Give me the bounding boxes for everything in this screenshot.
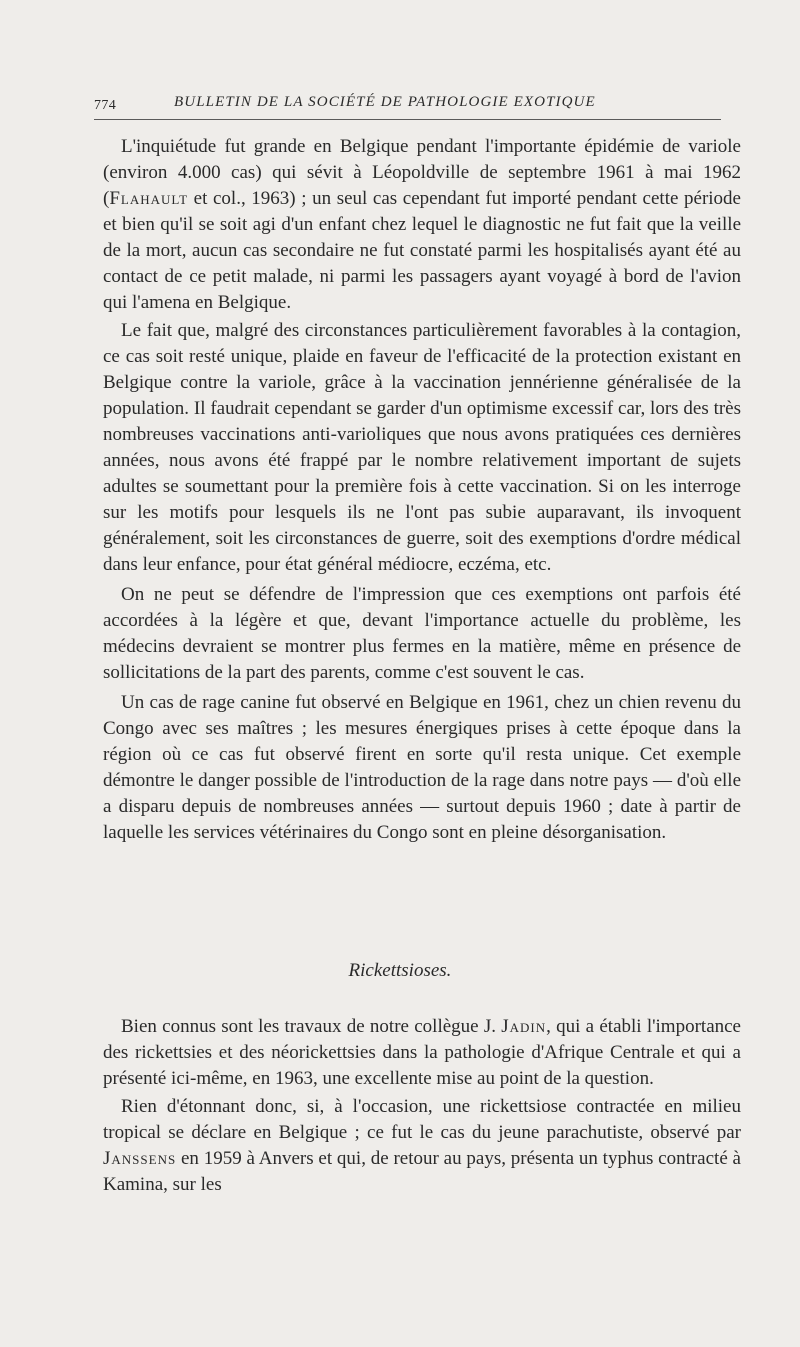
paragraph-text: Rien d'étonnant donc, si, à l'occasion, une rickettsiose contractée en milieu tropical se déclare en Belgique ; ce fut le cas du jeune parachutiste, observé par <box>103 1096 741 1143</box>
page-number: 774 <box>94 98 117 113</box>
header-rule <box>94 119 721 120</box>
paragraph-text: L'inquiétude fut grande en Belgique pendant l'importante épidémie de variole (environ 4.000 cas) qui sévit à Léopoldville de septembre 1961 à mai 1962 ( <box>103 136 741 209</box>
section-heading: Rickettsioses. <box>348 960 452 981</box>
author-name: Flahault <box>109 188 189 209</box>
paragraph-jadin <box>103 1014 741 1092</box>
paragraph-janssens <box>103 1094 741 1198</box>
paragraph-rabies: Un cas de rage canine fut observé en Belgique en 1961, chez un chien revenu du Congo avec ses maîtres ; les mesures énergiques prises à cette époque dans la région où ce cas fut observé firent en sorte qu'il resta unique. Cet exemple démontre le danger possible de l'introduction de la rage dans notre pays — d'où elle a disparu depuis de nombreuses années — surtout depuis 1960 ; date à partir de laquelle les services vétérinaires du Congo sont en pleine désorganisation. <box>103 692 741 843</box>
running-header <box>94 94 720 116</box>
paragraph-text: , qui a établi l'importance des rickettsies et des néorickettsies dans la pathologie d'Afrique Centrale et qui a présenté ici-même, en 1963, une excellente mise au point de la question. <box>103 1016 741 1089</box>
author-name: Janssens <box>103 1148 177 1169</box>
section-body-text <box>103 1014 741 1200</box>
body-text <box>103 134 741 848</box>
paragraph-vaccination: Le fait que, malgré des circonstances particulièrement favorables à la contagion, ce cas soit resté unique, plaide en faveur de l'efficacité de la protection existant en Belgique contre la variole, grâce à la vaccination jennérienne généralisée de la population. Il faudrait cependant se garder d'un optimisme excessif car, lors des très nombreuses vaccinations anti-varioliques que nous avons pratiquées ces dernières années, nous avons été frappé par le nombre relativement important de sujets adultes se soumettant pour la première fois à cette vaccination. Si on les interroge sur les motifs pour lesquels ils ne l'ont pas subie auparavant, ils invoquent généralement, soit les circonstances de guerre, soit des exemptions d'ordre médical dans leur enfance, pour état général médiocre, eczéma, etc. <box>103 320 741 575</box>
paragraph-exemptions: On ne peut se défendre de l'impression que ces exemptions ont parfois été accordées à la légère et que, devant l'importance actuelle du problème, les médecins devraient se montrer plus fermes en la matière, même en présence de sollicitations de la part des parents, comme c'est souvent le cas. <box>103 584 741 683</box>
journal-title: BULLETIN DE LA SOCIÉTÉ DE PATHOLOGIE EXOTIQUE <box>174 94 596 110</box>
paragraph-text: Bien connus sont les travaux de notre collègue J. <box>121 1016 502 1037</box>
paragraph-text: en 1959 à Anvers et qui, de retour au pays, présenta un typhus contracté à Kamina, sur les <box>103 1148 741 1195</box>
paragraph-text: et col., 1963) ; un seul cas cependant fut importé pendant cette période et bien qu'il se soit agi d'un enfant chez lequel le diagnostic ne fut fait que la veille de la mort, aucun cas secondaire ne fut constaté parmi les hospitalisés ayant été au contact de ce petit malade, ni parmi les passagers ayant voyagé à bord de l'avion qui l'amena en Belgique. <box>103 188 741 313</box>
paragraph-smallpox <box>103 134 741 316</box>
author-name: Jadin <box>501 1016 547 1037</box>
